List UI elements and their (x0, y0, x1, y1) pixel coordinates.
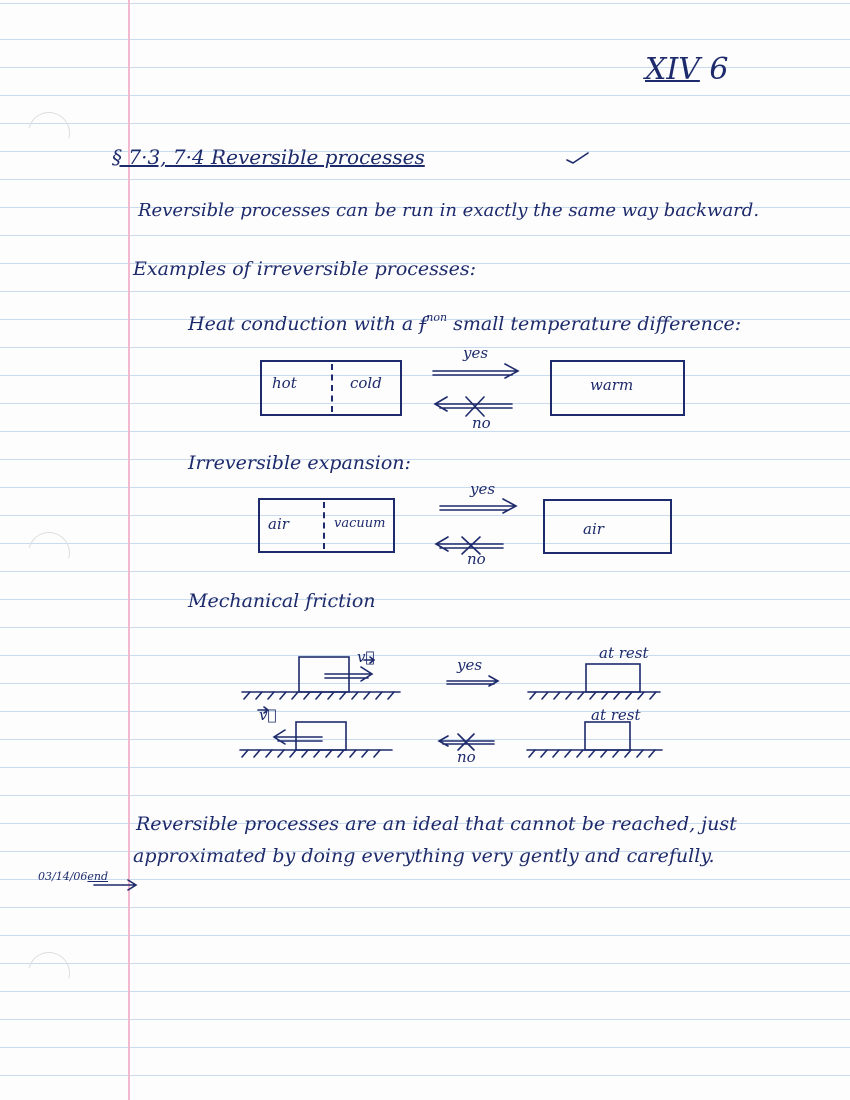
margin-note-arrow (94, 880, 136, 890)
example1-cold-label: cold (350, 374, 382, 392)
example2-title: Irreversible expansion: (188, 452, 411, 474)
margin-note-date: 03/14/06 (38, 870, 88, 883)
example3-rest-label-bottom: at rest (591, 706, 641, 724)
example2-air-label: air (268, 515, 289, 533)
example2-cross-mark (462, 537, 480, 554)
example1-title-end: small temperature difference: (453, 313, 742, 335)
example1-no-label: no (472, 414, 491, 432)
check-mark (567, 153, 588, 163)
example3-velocity-label-bottom: v⃗ (259, 706, 277, 724)
example3-block-4 (585, 722, 630, 750)
example3-forward-arrow (447, 676, 498, 686)
conclusion-line-1: Reversible processes are an ideal that cannot be reached, just (136, 813, 737, 835)
example3-velocity-label-top: v⃗ (357, 648, 375, 666)
example3-ground-hatch-2 (530, 692, 656, 699)
example3-ground-hatch-3 (242, 750, 380, 757)
example3-velocity-arrow-2 (274, 730, 322, 744)
example1-hot-label: hot (272, 374, 297, 392)
example3-vector-arrow-1 (364, 657, 374, 663)
example3-ground-hatch-1 (244, 692, 394, 699)
example1-yes-label: yes (463, 344, 489, 362)
example1-title-start: Heat conduction with a (188, 313, 414, 335)
example3-no-label: no (457, 748, 476, 766)
example1-warm-label: warm (590, 376, 634, 394)
example3-ground-hatch-4 (529, 750, 655, 757)
example3-yes-label: yes (457, 656, 483, 674)
example2-vacuum-label: vacuum (334, 516, 386, 531)
example1-title-strike: f (419, 313, 427, 335)
example2-no-label: no (467, 550, 486, 568)
example3-block-3 (296, 722, 346, 750)
example1-cross-mark (466, 397, 484, 416)
example3-cross-mark (458, 734, 474, 750)
example3-rest-label-top: at rest (599, 644, 649, 662)
example1-forward-arrow (433, 364, 518, 378)
example3-block-2 (586, 664, 640, 692)
margin-note-label: end (87, 870, 109, 883)
example3-title: Mechanical friction (188, 590, 376, 612)
conclusion-line-2: approximated by doing everything very gently and carefully. (133, 845, 715, 867)
example2-forward-arrow (440, 499, 516, 513)
example2-yes-label: yes (470, 480, 496, 498)
section-heading: § 7·3, 7·4 Reversible processes (112, 145, 425, 169)
example3-vector-arrow-2 (258, 707, 268, 713)
examples-heading: Examples of irreversible processes: (133, 258, 477, 280)
definition-text: Reversible processes can be run in exactly the same way backward. (138, 200, 760, 221)
example1-title-insert: non (426, 311, 448, 324)
page-number-arabic: 6 (709, 52, 729, 87)
example2-air-right-label: air (583, 520, 604, 538)
page-number-roman: XIV (645, 52, 700, 87)
